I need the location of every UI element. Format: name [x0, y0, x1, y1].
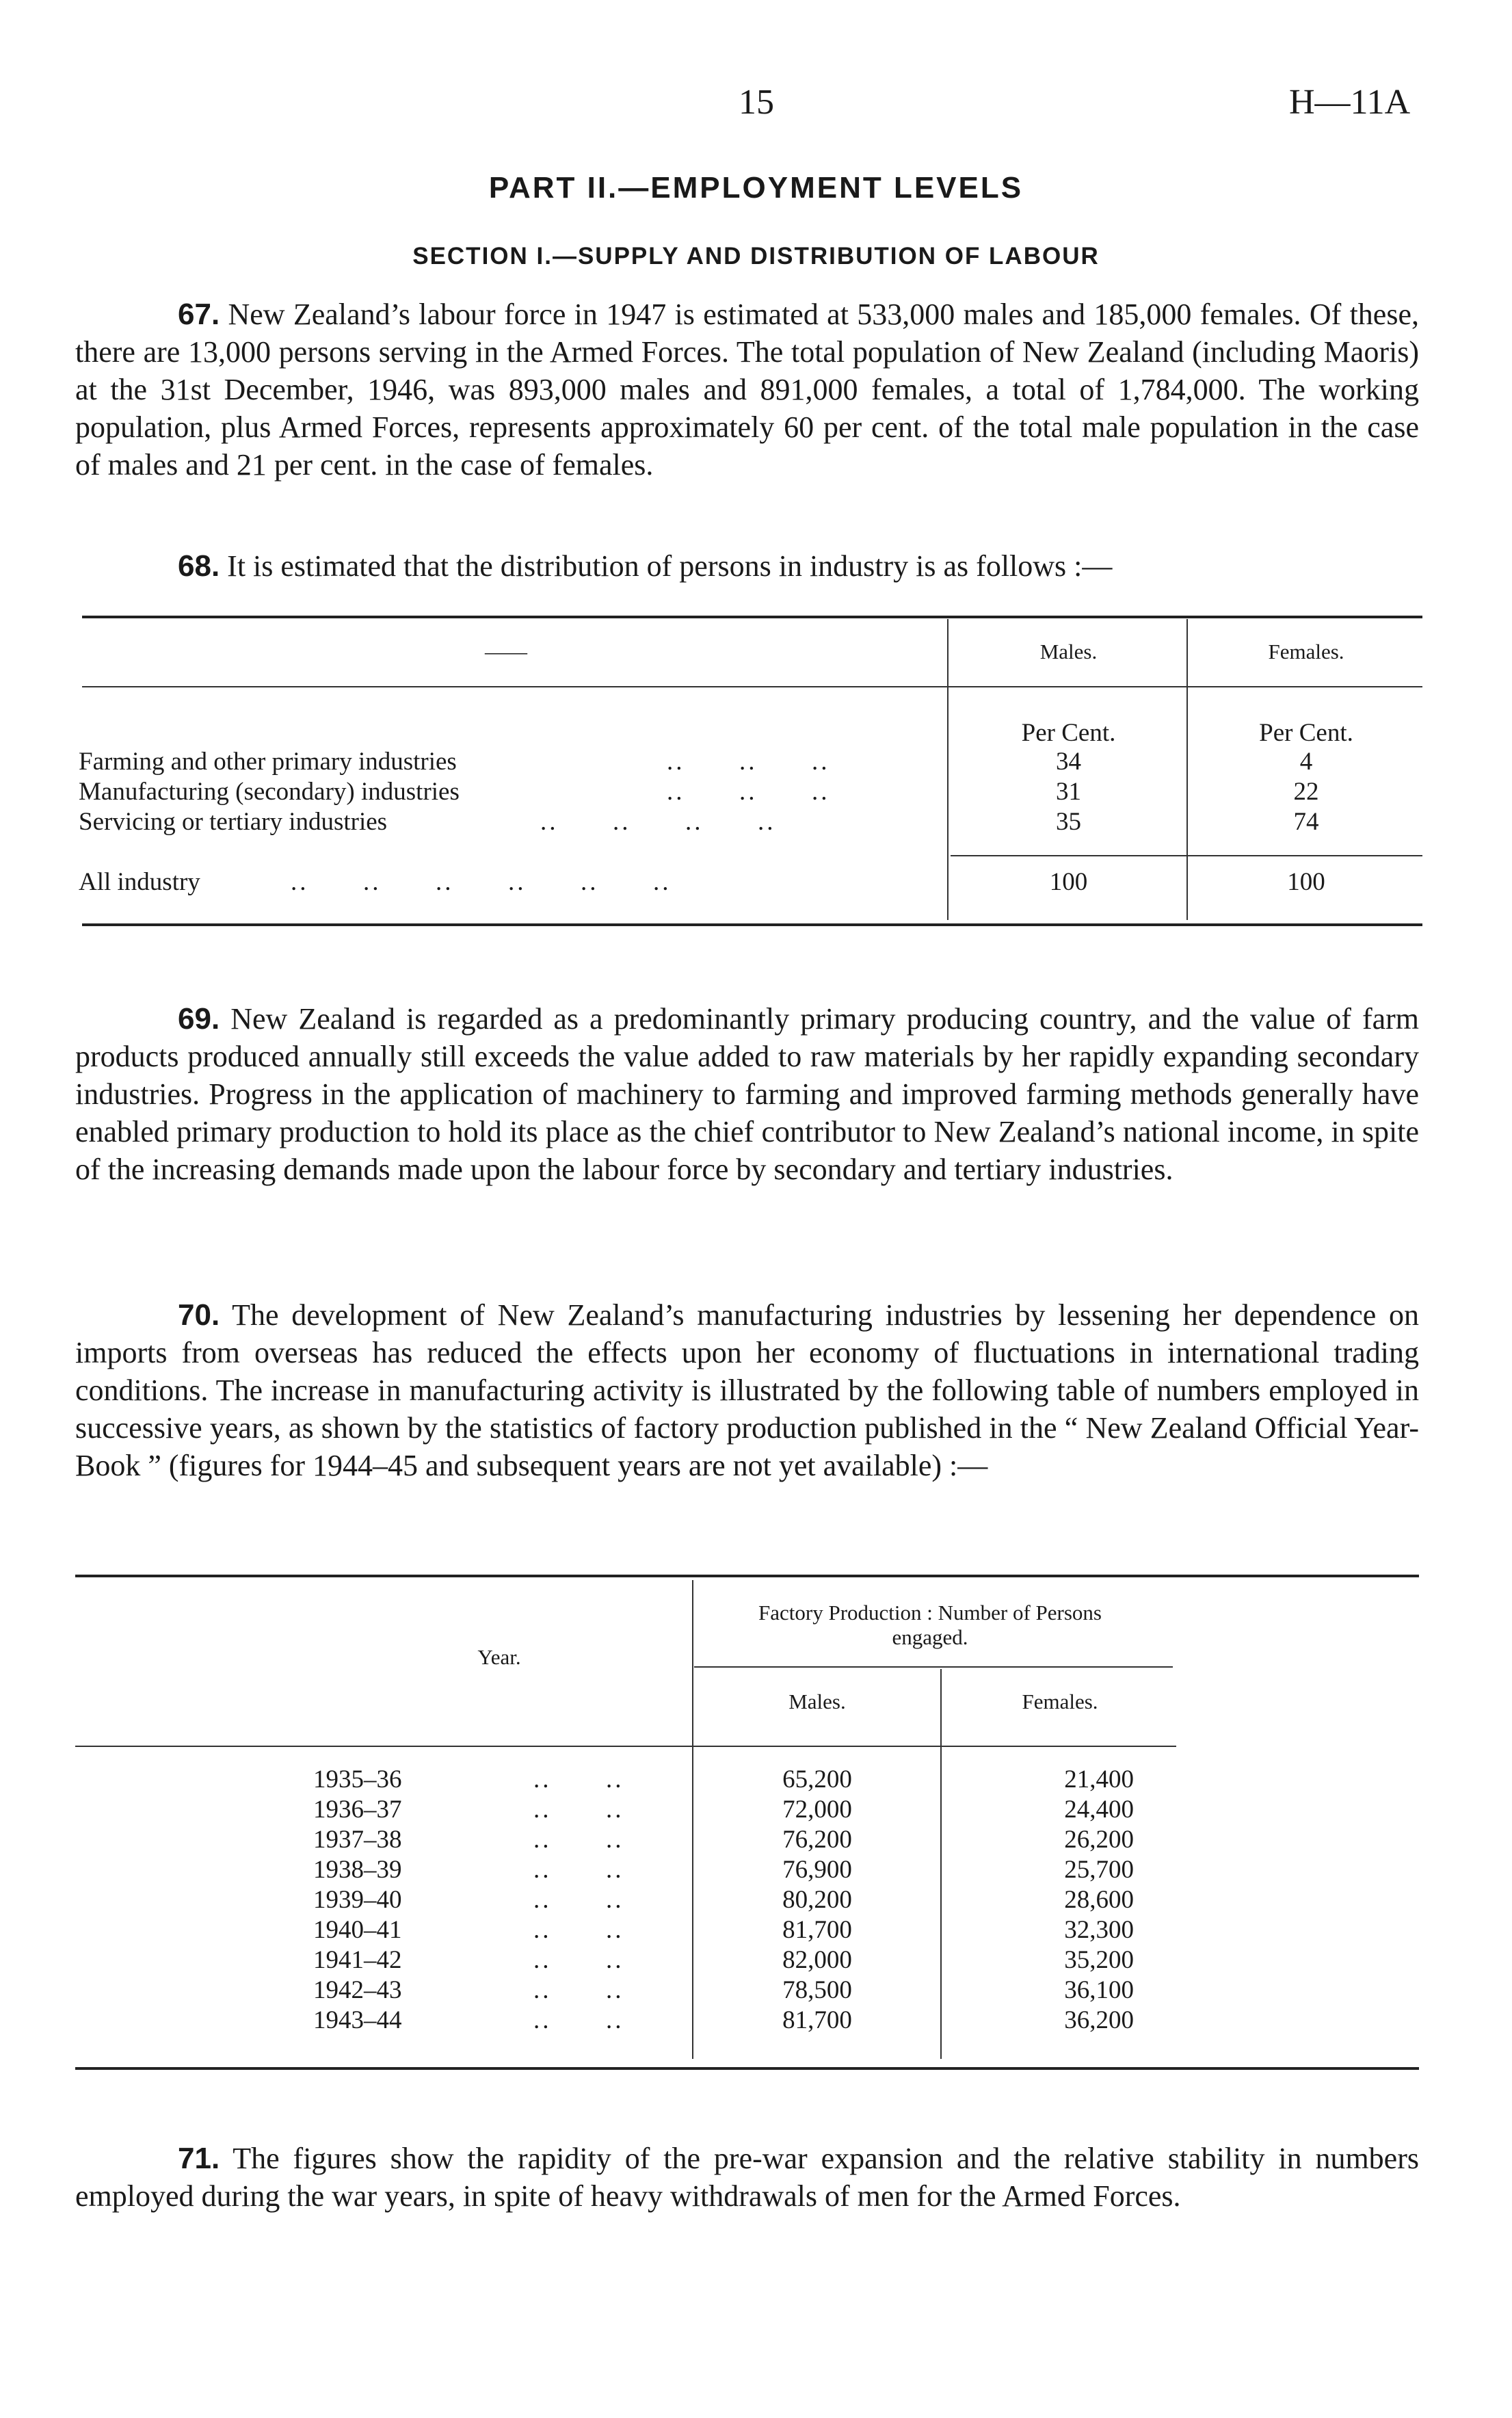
- females-value: 35,200: [1064, 1946, 1134, 1974]
- leader-dots: .. .. .. .. .. ..: [291, 868, 672, 896]
- paragraph-67: [75, 295, 1419, 484]
- females-value: 25,700: [1064, 1856, 1134, 1884]
- leader-dots: .. ..: [533, 1826, 624, 1854]
- table-column-divider: [1186, 619, 1188, 920]
- leader-dots: .. .. ..: [667, 748, 830, 776]
- year-cell: 1939–40: [313, 1886, 402, 1914]
- females-value: 24,400: [1064, 1796, 1134, 1824]
- leader-dots: .. ..: [533, 1916, 624, 1944]
- females-value: 32,300: [1064, 1916, 1134, 1944]
- document-reference: H—11A: [1289, 83, 1411, 122]
- males-value: 35: [1056, 808, 1081, 836]
- leader-dots: .. ..: [533, 2006, 624, 2034]
- leader-dots: .. ..: [533, 1765, 624, 1793]
- males-value: 34: [1056, 748, 1081, 776]
- males-value: 76,900: [782, 1856, 852, 1884]
- paragraph-number: 69.: [178, 1002, 220, 1036]
- paragraph-text: It is estimated that the distribution of persons in industry is as follows :—: [227, 549, 1113, 583]
- column-header-females: Females.: [1022, 1690, 1098, 1713]
- unit-females: Per Cent.: [1259, 719, 1353, 747]
- females-value: 74: [1293, 808, 1319, 836]
- paragraph-71: [75, 2140, 1419, 2215]
- leader-dots: .. .. ..: [667, 778, 830, 806]
- row-label: Servicing or tertiary industries: [79, 808, 388, 836]
- spanner-rule: [694, 1666, 1173, 1668]
- column-header-males: Males.: [1039, 640, 1098, 663]
- males-value: 76,200: [782, 1826, 852, 1854]
- males-value: 78,500: [782, 1976, 852, 2004]
- table-rule: [82, 923, 1422, 926]
- total-males: 100: [1049, 868, 1088, 896]
- leader-dots: .. ..: [533, 1796, 624, 1824]
- total-rule: [951, 855, 1422, 856]
- females-value: 28,600: [1064, 1886, 1134, 1914]
- paragraph-70: [75, 1296, 1419, 1484]
- leader-dots: .. ..: [533, 1856, 624, 1884]
- table-column-divider: [940, 1669, 942, 2059]
- page-number: 15: [739, 83, 774, 122]
- part-title: PART II.—EMPLOYMENT LEVELS: [488, 171, 1024, 205]
- paragraph-number: 68.: [178, 549, 220, 583]
- year-cell: 1935–36: [313, 1765, 402, 1793]
- year-cell: 1941–42: [313, 1946, 402, 1974]
- year-cell: 1937–38: [313, 1826, 402, 1854]
- paragraph-68: [75, 547, 1419, 585]
- table-column-divider: [692, 1580, 693, 2059]
- column-header-females: Females.: [1268, 640, 1344, 663]
- section-title: SECTION I.—SUPPLY AND DISTRIBUTION OF LABOUR: [412, 243, 1100, 270]
- paragraph-number: 70.: [178, 1298, 220, 1332]
- females-value: 36,200: [1064, 2006, 1134, 2034]
- males-value: 82,000: [782, 1946, 852, 1974]
- table-rule: [82, 686, 1422, 687]
- table-column-divider: [947, 619, 949, 920]
- males-value: 31: [1056, 778, 1081, 806]
- leader-dots: .. ..: [533, 1946, 624, 1974]
- paragraph-text: The development of New Zealand’s manufacturing industries by lessening her dependence on imports from overseas has reduced the effects upon her economy of fluctuations in international trading conditions. The increase in manufacturing activity is illustrated by the following table of numbers employed in successive years, as shown by the statistics of factory production published in the “ New Zealand Official Year-Book ” (figures for 1944–45 and subsequent years are not yet available) :—: [75, 1298, 1419, 1482]
- table-rule: [75, 1575, 1419, 1577]
- row-label: Farming and other primary industries: [79, 748, 457, 776]
- paragraph-text: New Zealand’s labour force in 1947 is estimated at 533,000 males and 185,000 females. Of these, there are 13,000 persons serving in the Armed Forces. The total population of New Zealand (including Maoris) at the 31st December, 1946, was 893,000 males and 891,000 females, a total of 1,784,000. The working population, plus Armed Forces, represents approximately 60 per cent. of the total male population in the case of males and 21 per cent. in the case of females.: [75, 298, 1419, 482]
- total-females: 100: [1287, 868, 1325, 896]
- paragraph-number: 67.: [178, 298, 220, 331]
- table-rule: [75, 1746, 1176, 1747]
- leader-dots: .. ..: [533, 1976, 624, 2004]
- paragraph-number: 71.: [178, 2142, 220, 2175]
- leader-dots: .. ..: [533, 1886, 624, 1914]
- year-cell: 1936–37: [313, 1796, 402, 1824]
- females-value: 21,400: [1064, 1765, 1134, 1793]
- females-value: 26,200: [1064, 1826, 1134, 1854]
- year-cell: 1940–41: [313, 1916, 402, 1944]
- paragraph-text: The figures show the rapidity of the pre-war expansion and the relative stability in numbers employed during the war years, in spite of heavy withdrawals of men for the Armed Forces.: [75, 2142, 1419, 2213]
- year-cell: 1942–43: [313, 1976, 402, 2004]
- males-value: 81,700: [782, 2006, 852, 2034]
- paragraph-text: New Zealand is regarded as a predominantly primary producing country, and the value of farm products produced annually still exceeds the value added to raw materials by her rapidly expanding secondary industries. Progress in the application of machinery to farming and improved farming methods generally have enabled primary production to hold its place as the chief contributor to New Zealand’s national income, in spite of the increasing demands made upon the labour force by secondary and tertiary industries.: [75, 1002, 1420, 1186]
- females-value: 4: [1299, 748, 1313, 776]
- row-label: Manufacturing (secondary) industries: [79, 778, 460, 806]
- unit-males: Per Cent.: [1021, 719, 1116, 747]
- males-value: 72,000: [782, 1796, 852, 1824]
- males-value: 80,200: [782, 1886, 852, 1914]
- total-label: All industry: [79, 868, 200, 896]
- females-value: 36,100: [1064, 1976, 1134, 2004]
- column-header-males: Males.: [788, 1690, 846, 1713]
- leader-dots: .. .. .. ..: [540, 808, 776, 836]
- table-rule: [75, 2067, 1419, 2070]
- year-cell: 1943–44: [313, 2006, 402, 2034]
- column-header-year: Year.: [477, 1645, 521, 1669]
- males-value: 81,700: [782, 1916, 852, 1944]
- females-value: 22: [1293, 778, 1319, 806]
- males-value: 65,200: [782, 1765, 852, 1793]
- table-rule: [82, 616, 1422, 618]
- column-spanner-header: Factory Production : Number of Persons engaged.: [758, 1601, 1102, 1649]
- paragraph-69: [75, 1000, 1419, 1188]
- stub-header: ——: [485, 640, 527, 663]
- year-cell: 1938–39: [313, 1856, 402, 1884]
